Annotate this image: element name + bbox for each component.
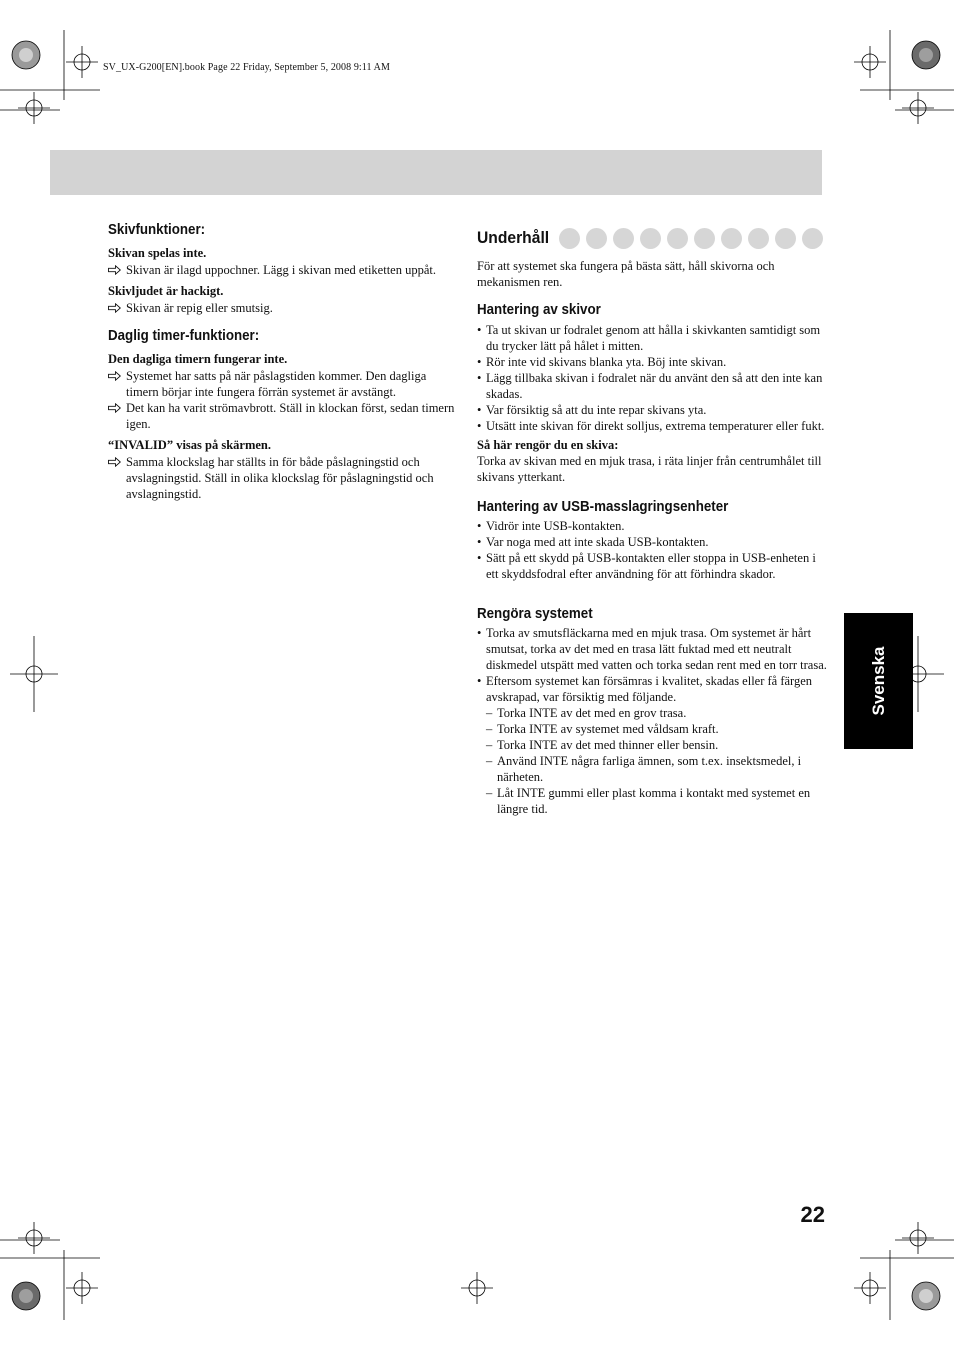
dash-item-text: Använd INTE några farliga ämnen, som t.ex. insektsmedel, i närheten.	[497, 754, 802, 784]
intro-text: För att systemet ska fungera på bästa sätt, håll skivorna och mekanismen ren.	[477, 259, 775, 289]
bullet-icon: •	[477, 626, 482, 640]
arrow-right-icon	[108, 265, 121, 275]
bullet-icon: •	[477, 674, 482, 688]
clean-heading: Så här rengör du en skiva:	[477, 438, 619, 452]
list-item	[477, 322, 827, 354]
dash-icon: –	[486, 722, 493, 736]
section-title-row	[477, 226, 827, 250]
list-item	[477, 418, 827, 434]
list-item-text: Vidrör inte USB-kontakten.	[486, 519, 625, 533]
remedy-item	[108, 368, 458, 400]
list-item	[477, 550, 827, 582]
discs-heading: Hantering av skivor	[477, 302, 601, 318]
remedy-text: Skivan är ilagd uppochner. Lägg i skivan med etiketten uppåt.	[126, 263, 436, 277]
list-item: • Torka av smutsfläckarna med en mjuk trasa. Om systemet är hårt smutsat, torka av det med en trasa lätt fuktad med ett neutralt diskmedel utspätt med vatten och torka sedan rent med en torr trasa.	[477, 626, 827, 672]
dash-item-text: Torka INTE av systemet med våldsam kraft.	[497, 722, 719, 736]
usb-heading: Hantering av USB-masslagringsenheter	[477, 499, 729, 515]
dot-icon	[748, 228, 769, 249]
system-heading: Rengöra systemet	[477, 606, 593, 622]
problem-title: “INVALID” visas på skärmen.	[108, 438, 271, 452]
bullet-icon: •	[477, 403, 482, 417]
header-band	[50, 150, 822, 195]
right-column	[477, 226, 827, 817]
clean-text: Torka av skivan med en mjuk trasa, i räta linjer från centrumhålet till skivans ytterkant.	[477, 454, 822, 484]
language-tab	[844, 613, 913, 749]
arrow-mark	[108, 262, 126, 278]
dash-icon: –	[486, 738, 493, 752]
problem-title: Skivan spelas inte.	[108, 246, 207, 260]
list-item-text: Lägg tillbaka skivan i fodralet när du använt den så att den inte kan skadas.	[486, 371, 823, 401]
dash-item	[477, 721, 827, 737]
list-item-text: Ta ut skivan ur fodralet genom att hålla i skivkanten samtidigt som du trycker lätt på hålet i mitten.	[486, 323, 821, 353]
bullet-icon: •	[477, 323, 482, 337]
dot-icon	[667, 228, 688, 249]
left-column	[108, 222, 458, 502]
dot-icon	[775, 228, 796, 249]
dot-icon	[613, 228, 634, 249]
file-header: SV_UX-G200[EN].book Page 22 Friday, September 5, 2008 9:11 AM	[103, 62, 390, 73]
arrow-mark	[108, 454, 126, 502]
dot-icon	[802, 228, 823, 249]
bullet-icon: •	[477, 355, 482, 369]
arrow-right-icon	[108, 371, 121, 381]
dash-icon: –	[486, 706, 493, 720]
list-item-text: Rör inte vid skivans blanka yta. Böj inte skivan.	[486, 355, 727, 369]
arrow-right-icon	[108, 457, 121, 467]
arrow-right-icon	[108, 303, 121, 313]
dash-item	[477, 753, 827, 785]
remedy-item	[108, 454, 458, 502]
dash-icon: –	[486, 786, 493, 800]
arrow-mark	[108, 368, 126, 400]
remedy-text: Samma klockslag har ställts in för både påslagningstid och avslagningstid. Ställ in olika klockslag för påslagningstid och avslagningstid.	[126, 455, 434, 501]
bullet-icon: •	[477, 371, 482, 385]
discs-bullet-list	[477, 322, 827, 434]
dot-icon	[586, 228, 607, 249]
list-item	[477, 402, 827, 418]
dash-item-text: Torka INTE av det med thinner eller bensin.	[497, 738, 719, 752]
dot-icon	[640, 228, 661, 249]
dash-list	[477, 705, 827, 817]
dash-item	[477, 785, 827, 817]
list-item	[477, 534, 827, 550]
remedy-item	[108, 262, 458, 278]
remedy-item	[108, 300, 458, 316]
list-item-text: Var försiktig så att du inte repar skivans yta.	[486, 403, 707, 417]
language-tab-label: Svenska	[868, 646, 888, 716]
page-number: 22	[800, 1202, 825, 1227]
section-heading: Skivfunktioner:	[108, 222, 206, 238]
arrow-mark	[108, 400, 126, 432]
title-dots	[559, 228, 823, 249]
dash-item	[477, 705, 827, 721]
dot-icon	[559, 228, 580, 249]
bullet-icon: •	[477, 535, 482, 549]
problem-title: Den dagliga timern fungerar inte.	[108, 352, 288, 366]
arrow-mark	[108, 300, 126, 316]
dash-icon: –	[486, 754, 493, 768]
list-item-text: Var noga med att inte skada USB-kontakten.	[486, 535, 709, 549]
arrow-right-icon	[108, 403, 121, 413]
section-heading: Daglig timer-funktioner:	[108, 328, 260, 344]
list-item	[477, 518, 827, 534]
dot-icon	[721, 228, 742, 249]
usb-bullet-list	[477, 518, 827, 582]
bullet-icon: •	[477, 519, 482, 533]
dash-item	[477, 737, 827, 753]
section-title: Underhåll	[477, 228, 550, 247]
list-item: • Eftersom systemet kan försämras i kvalitet, skadas eller få färgen avskrapad, var försiktig med följande.	[477, 674, 813, 704]
remedy-text: Skivan är repig eller smutsig.	[126, 301, 273, 315]
bullet-icon: •	[477, 419, 482, 433]
list-item-text: Utsätt inte skivan för direkt solljus, extrema temperaturer eller fukt.	[486, 419, 825, 433]
remedy-text: Systemet har satts på när påslagstiden kommer. Den dagliga timern börjar inte fungera förrän systemet är avstängt.	[126, 369, 427, 399]
list-item	[477, 354, 827, 370]
system-bullet-list	[477, 625, 827, 817]
list-item	[477, 370, 827, 402]
list-item-text: Sätt på ett skydd på USB-kontakten eller stoppa in USB-enheten i ett skyddsfodral efter användning för att förhindra skador.	[486, 551, 816, 581]
dot-icon	[694, 228, 715, 249]
dash-item-text: Torka INTE av det med en grov trasa.	[497, 706, 687, 720]
dash-item-text: Låt INTE gummi eller plast komma i kontakt med systemet en längre tid.	[497, 786, 811, 816]
problem-title: Skivljudet är hackigt.	[108, 284, 224, 298]
remedy-text: Det kan ha varit strömavbrott. Ställ in klockan först, sedan timern igen.	[126, 401, 455, 431]
remedy-item	[108, 400, 458, 432]
bullet-icon: •	[477, 551, 482, 565]
